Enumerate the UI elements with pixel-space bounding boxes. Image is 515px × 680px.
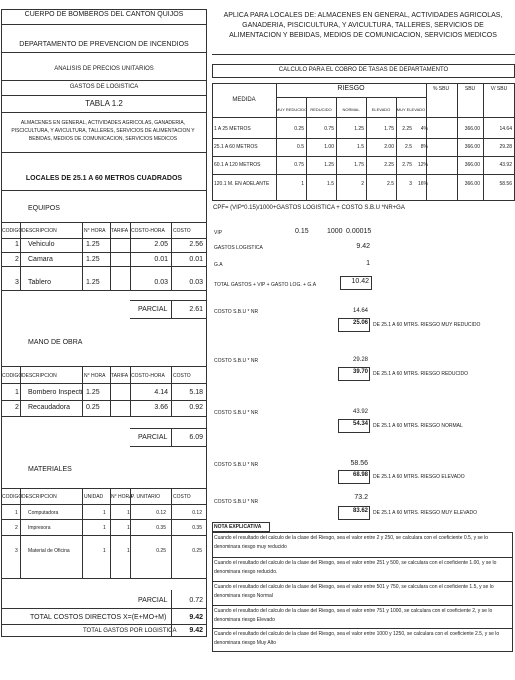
mo-row-1-code: 1	[15, 389, 19, 396]
eq-row-1-costo: 2.56	[189, 241, 203, 248]
gastos-label: GASTOS LOGISTICA	[214, 245, 263, 251]
costo-2-desc: DE 25.1 A 60 MTRS. RIESGO REDUCIDO	[373, 371, 469, 377]
gastos-val: 9.42	[356, 243, 370, 250]
mat-row-1-code: 1	[15, 510, 18, 516]
mo-row-2-costo: 0.92	[189, 404, 203, 411]
eq-row-3-code: 3	[15, 279, 19, 286]
costo-1-label: COSTO S.B.U * NR	[214, 309, 259, 315]
risk-r3-c2: 1.25	[324, 162, 334, 168]
costo-4-label: COSTO S.B.U * NR	[214, 462, 259, 468]
risk-r1-c1: 0.25	[294, 126, 304, 132]
total-directos-label: TOTAL COSTOS DIRECTOS X=(E+MO+M)	[30, 614, 167, 621]
costo-4-total: 68.98	[352, 472, 368, 478]
eq-row-1-code: 1	[15, 241, 19, 248]
risk-h-pct: % SBU	[432, 86, 450, 92]
risk-r3-c4: 2.25	[384, 162, 394, 168]
mo-row-1-hora: 1.25	[86, 389, 100, 396]
risk-r2-c4: 2.00	[384, 144, 394, 150]
ga-label: G.A	[214, 262, 223, 268]
right-applies-text: APLICA PARA LOCALES DE: ALMACENES EN GENERAL, ACTIVIDADES AGRICOLAS, GANADERIA, PISCICULTURA, Y AVICULTURA, TALLERES, SERVICIOS DE ALIMENTACION Y BEBIDAS, MEDIOS DE COMUNICACION, SERVICIOS MEDICOS	[223, 12, 503, 39]
mat-row-1-desc: Computadora	[28, 510, 59, 516]
materiales-title: MATERIALES	[28, 466, 72, 473]
eq-row-3-costo: 0.03	[189, 279, 203, 286]
eq-parcial: 2.61	[189, 306, 203, 313]
nota-5: Cuando el resultado del calculo de la clase del Riesgo, sea el valor entre 1000 y 1250, se calculara con el coeficiente 2.5, y se lo denominara riesgo Muy Alto	[214, 631, 500, 646]
total-label: TOTAL GASTOS + VIP + GASTO LOG. + G.A	[214, 282, 317, 288]
risk-r2-c1: 0.5	[297, 144, 304, 150]
mat-row-1-pu: 0.12	[156, 510, 166, 516]
risk-r2-vsbu: 29.28	[499, 144, 512, 150]
risk-h-vsbu: V/ SBU	[490, 86, 508, 92]
mo-row-2-code: 2	[15, 404, 19, 411]
vip-val-3: 0.00015	[346, 228, 372, 235]
logistics-title: GASTOS DE LOGISTICA	[69, 84, 139, 90]
risk-r4-c4: 2.5	[387, 181, 394, 187]
risk-r4-pct: 16%	[417, 181, 428, 187]
risk-r2-pct: 8%	[420, 144, 428, 150]
mo-row-1-ch: 4.14	[154, 389, 168, 396]
mat-row-1-unidad: 1	[103, 510, 106, 516]
risk-r1-vsbu: 14.64	[499, 126, 512, 132]
risk-r4-c1: 1	[301, 181, 304, 187]
costo-4-desc: DE 25.1 A 60 MTRS. RIESGO ELEVADO	[373, 474, 465, 480]
risk-r4-c5: 3	[409, 181, 412, 187]
risk-r2-c3: 1.5	[357, 144, 364, 150]
locales-title: LOCALES DE 25.1 A 60 METROS CUADRADOS	[25, 175, 183, 182]
mo-h-costo: COSTO	[173, 373, 191, 379]
mat-h-pu: P. UNITARIO	[131, 494, 160, 500]
mo-h-code: CODIGO	[2, 373, 23, 379]
risk-h-riesgo: RIESGO	[337, 85, 365, 92]
nota-title: NOTA EXPLICATIVA	[214, 524, 262, 530]
risk-r2-c5: 2.5	[405, 144, 412, 150]
eq-row-2-code: 2	[15, 256, 19, 263]
risk-r4-medida: 120.1 M. EN ADELANTE	[214, 181, 270, 187]
risk-r3-sbu: 366.00	[464, 162, 480, 168]
eq-parcial-label: PARCIAL	[138, 306, 168, 313]
mat-h-hora: N° HORA	[111, 494, 133, 500]
risk-r1-sbu: 366.00	[464, 126, 480, 132]
risk-r3-c1: 0.75	[294, 162, 304, 168]
eq-h-code: CODIGO	[2, 228, 23, 234]
risk-r4-vsbu: 58.56	[499, 181, 512, 187]
mat-h-costo: COSTO	[173, 494, 191, 500]
total-logistica-label: TOTAL GASTOS POR LOGISTICA	[83, 628, 177, 634]
org-title: CUERPO DE BOMBEROS DEL CANTON QUIJOS	[24, 11, 184, 18]
mat-row-1-hora: 1	[127, 510, 130, 516]
risk-lvl-4: ELEVADO	[371, 107, 391, 112]
nota-3: Cuando el resultado del calculo de la clase del Riesgo, sea el valor entre 501 y 750, se calculara con el coeficiente 1.5, y se lo denominara riesgo Normal	[214, 584, 494, 599]
costo-5-label: COSTO S.B.U * NR	[214, 499, 259, 505]
mat-row-3-costo: 0.25	[192, 548, 202, 554]
vip-label: VIP	[214, 230, 223, 236]
calc-title: CALCULO PARA EL COBRO DE TASAS DE DEPARTAMENTO	[278, 67, 449, 73]
mo-h-hora: N° HORA	[84, 373, 106, 379]
costo-5-total: 83.62	[352, 508, 368, 514]
costo-1-total: 25.06	[352, 320, 368, 326]
risk-r1-c3: 1.25	[354, 126, 364, 132]
eq-row-2-desc: Camara	[28, 256, 53, 263]
ga-val: 1	[366, 260, 370, 267]
risk-h-sbu: SBU	[464, 86, 476, 92]
mat-row-3-unidad: 1	[103, 548, 106, 554]
mo-h-ch: COSTO-HORA	[131, 373, 165, 379]
eq-h-hora: N° HORA	[84, 228, 106, 234]
equipos-title: EQUIPOS	[28, 205, 60, 212]
total-val: 10.42	[351, 278, 369, 285]
vip-val-1: 0.15	[295, 228, 309, 235]
mano-title: MANO DE OBRA	[28, 339, 83, 346]
dept-title: DEPARTAMENTO DE PREVENCION DE INCENDIOS	[19, 41, 189, 48]
eq-h-desc: DESCRIPCION	[22, 228, 57, 234]
risk-r4-c3: 2	[361, 181, 364, 187]
risk-r1-medida: 1 A 25 METROS	[214, 126, 251, 132]
risk-r3-c3: 1.75	[354, 162, 364, 168]
costo-2-total: 39.70	[352, 369, 368, 375]
analysis-title: ANALISIS DE PRECIOS UNITARIOS	[54, 66, 154, 72]
risk-r1-c5: 2.25	[402, 126, 412, 132]
table-title: TABLA 1.2	[85, 99, 123, 108]
risk-lvl-1: MUY REDUCIDO	[276, 107, 308, 112]
mat-row-2-pu: 0.35	[156, 525, 166, 531]
eq-row-3-hora: 1.25	[86, 279, 100, 286]
eq-row-1-hora: 1.25	[86, 241, 100, 248]
eq-row-2-hora: 1.25	[86, 256, 100, 263]
risk-r1-c4: 1.75	[384, 126, 394, 132]
risk-r3-medida: 60.1 A 120 METROS	[214, 162, 261, 168]
total-directos: 9.42	[189, 614, 203, 621]
risk-lvl-2: REDUCIDO	[310, 107, 332, 112]
eq-row-3-desc: Tablero	[28, 279, 51, 286]
eq-h-ch: COSTO-HORA	[131, 228, 165, 234]
risk-r3-pct: 12%	[417, 162, 428, 168]
mo-parcial-label: PARCIAL	[138, 434, 168, 441]
mat-row-3-hora: 1	[127, 548, 130, 554]
mo-row-2-hora: 0.25	[86, 404, 100, 411]
eq-row-1-desc: Vehiculo	[28, 241, 55, 248]
total-logistica: 9.42	[189, 627, 203, 634]
costo-2-sbu: 29.28	[352, 357, 368, 363]
mat-parcial-label: PARCIAL	[138, 597, 168, 604]
mo-h-desc: DESCRIPCION	[22, 373, 57, 379]
risk-h-medida: MEDIDA	[232, 97, 256, 103]
mat-parcial: 0.72	[189, 597, 203, 604]
mat-row-2-desc: Impresora	[28, 525, 51, 531]
risk-r2-medida: 25.1 A 60 METROS	[214, 144, 258, 150]
mat-row-3-pu: 0.25	[156, 548, 166, 554]
mo-row-1-desc: Bombero Inspecti	[28, 389, 82, 396]
vip-val-2: 1000	[327, 228, 343, 235]
mat-row-1-costo: 0.12	[192, 510, 202, 516]
mat-row-2-costo: 0.35	[192, 525, 202, 531]
mat-row-3-desc: Material de Oficina	[28, 548, 70, 554]
mo-parcial: 6.09	[189, 434, 203, 441]
risk-r4-sbu: 366.00	[464, 181, 480, 187]
risk-r1-pct: 4%	[420, 126, 428, 132]
eq-row-2-costo: 0.01	[189, 256, 203, 263]
costo-1-sbu: 14.64	[352, 308, 368, 314]
costo-3-total: 54.34	[352, 421, 368, 427]
mat-row-2-hora: 1	[127, 525, 130, 531]
risk-r2-c2: 1.00	[324, 144, 334, 150]
eq-row-3-ch: 0.03	[154, 279, 168, 286]
eq-h-tarifa: TARIFA	[111, 228, 129, 234]
mat-h-code: CODIGO	[2, 494, 23, 500]
formula-text: CPF= (VIP*0.15)/1000+GASTOS LOGISTICA + COSTO S.B.U *NR+GA	[213, 205, 405, 211]
risk-lvl-5: MUY ELEVADO	[396, 107, 426, 112]
mat-h-unidad: UNIDAD	[84, 494, 104, 500]
risk-r3-vsbu: 43.92	[499, 162, 512, 168]
costo-5-sbu: 73.2	[354, 494, 368, 501]
risk-r4-c2: 1.5	[327, 181, 334, 187]
nota-2: Cuando el resultado del calculo de la clase del Riesgo, sea el valor entre 251 y 500, se calculara con el coeficiente 1.00, y se lo denominara riesgo reducido.	[214, 560, 497, 575]
costo-3-desc: DE 25.1 A 60 MTRS. RIESGO NORMAL	[373, 423, 463, 429]
mat-row-2-code: 2	[15, 525, 18, 531]
eq-h-costo: COSTO	[173, 228, 191, 234]
eq-row-2-ch: 0.01	[154, 256, 168, 263]
mo-h-tarifa: TARIFA	[111, 373, 129, 379]
applies-text: ALMACENES EN GENERAL, ACTIVIDADES AGRICOLAS, GANADERIA, PISCICULTURA, Y AVICULTURA, TALLERES, SERVICIOS DE ALIMENTACION Y BEBIDAS, MEDIOS DE COMUNICACION, SERVICIOS MEDICOS	[11, 120, 195, 142]
mat-row-2-unidad: 1	[103, 525, 106, 531]
costo-1-desc: DE 25.1 A 60 MTRS. RIESGO MUY REDUCIDO	[373, 322, 481, 328]
costo-4-sbu: 58.56	[350, 460, 368, 467]
mo-row-1-costo: 5.18	[189, 389, 203, 396]
risk-r2-sbu: 366.00	[464, 144, 480, 150]
nota-1: Cuando el resultado del calculo de la clase del Riesgo, sea el valor entre 2 y 250, se calculara con el coeficiente 0.5, y se lo denominara riesgo muy reducido	[214, 535, 489, 550]
mat-h-desc: DESCRIPCION	[22, 494, 57, 500]
risk-r1-c2: 0.75	[324, 126, 334, 132]
costo-3-sbu: 43.92	[352, 409, 368, 415]
eq-row-1-ch: 2.05	[154, 241, 168, 248]
mo-row-2-desc: Recaudadora	[28, 404, 71, 411]
costo-3-label: COSTO S.B.U * NR	[214, 410, 259, 416]
mat-row-3-code: 3	[15, 548, 18, 554]
risk-lvl-3: NORMAL	[342, 107, 360, 112]
nota-4: Cuando el resultado del calculo de la clase del Riesgo, sea el valor entre 751 y 1000, se calculara con el coeficiente 2, y se lo denominara riesgo Elevado	[214, 608, 493, 623]
costo-2-label: COSTO S.B.U * NR	[214, 358, 259, 364]
costo-5-desc: DE 25.1 A 60 MTRS. RIESGO MUY ELEVADO	[373, 510, 478, 516]
risk-r3-c5: 2.75	[402, 162, 412, 168]
mo-row-2-ch: 3.66	[154, 404, 168, 411]
